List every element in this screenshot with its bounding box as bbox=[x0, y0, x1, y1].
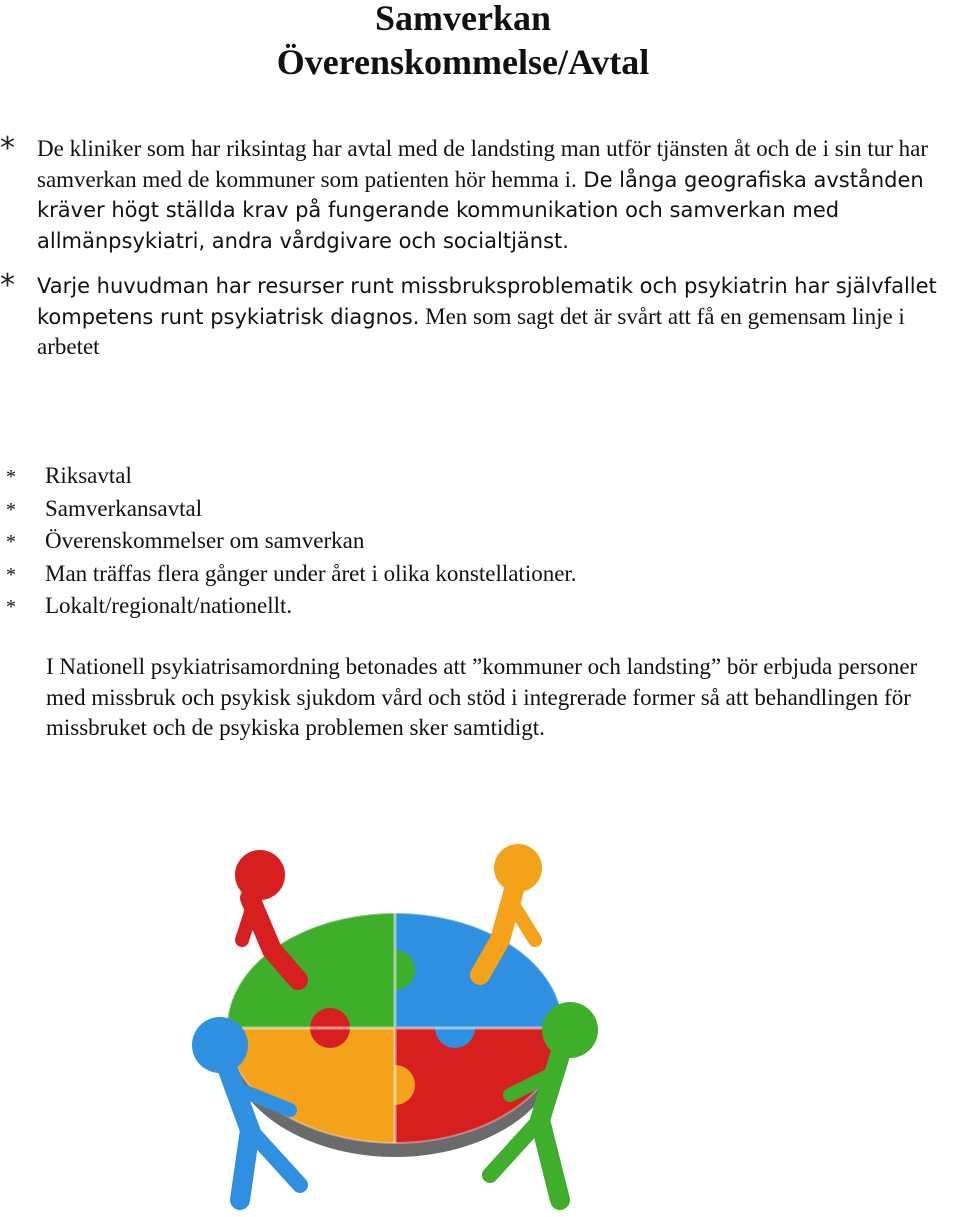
bullet-marker: * bbox=[0, 268, 15, 303]
list-item bbox=[0, 496, 577, 529]
page-subtitle: Överenskommelse/Avtal bbox=[276, 42, 650, 82]
agreement-list bbox=[0, 463, 577, 626]
puzzle-teamwork-illustration bbox=[180, 830, 610, 1215]
bullet-1-serif-text: De kliniker som har riksintag har avtal med de landsting man utför tjänsten åt och de i sin tur har samverkan med de kommuner som patienten hör hemma i. bbox=[37, 136, 929, 192]
closing-paragraph: I Nationell psykiatrisamordning betonades att ”kommuner och landsting” bör erbjuda personer med missbruk och psykisk sjukdom vård och stöd i integrerade former så att behandlingen för missbruket och de psykiska problemen sker samtidigt. bbox=[46, 654, 918, 740]
list-item bbox=[0, 593, 577, 626]
list-item bbox=[0, 528, 577, 561]
bullet-marker: * bbox=[6, 466, 16, 488]
bullet-paragraph-1 bbox=[37, 134, 957, 256]
bullet-marker: * bbox=[6, 563, 16, 586]
bullet-2-sans-text: Varje huvudman har resurser runt missbruksproblematik och psykiatrin har självfallet kompetens runt psykiatrisk diagnos. bbox=[37, 274, 937, 329]
bullet-1-sans-text: De långa geografiska avstånden kräver högt ställda krav på fungerande kommunikation och samverkan med allmänpsykiatri, andra vårdgivare och socialtjänst. bbox=[37, 167, 924, 253]
bullet-marker: * bbox=[6, 531, 16, 553]
page-title: Samverkan bbox=[374, 0, 551, 38]
bullet-paragraph-2 bbox=[37, 271, 957, 363]
list-item-label: Man träffas flera gånger under året i olika konstellationer. bbox=[45, 560, 577, 586]
list-item-label: Lokalt/regionalt/nationellt. bbox=[45, 593, 293, 618]
bullet-2-serif-text: Men som sagt det är svårt att få en gemensam linje i arbetet bbox=[37, 303, 905, 359]
list-item-label: Riksavtal bbox=[45, 463, 132, 488]
bullet-marker: * bbox=[6, 596, 16, 618]
list-item bbox=[0, 463, 577, 496]
list-item bbox=[0, 561, 577, 594]
list-item-label: Samverkansavtal bbox=[45, 495, 203, 521]
bullet-marker: * bbox=[0, 131, 15, 166]
list-item-label: Överenskommelser om samverkan bbox=[45, 528, 365, 553]
bullet-marker: * bbox=[6, 498, 16, 521]
